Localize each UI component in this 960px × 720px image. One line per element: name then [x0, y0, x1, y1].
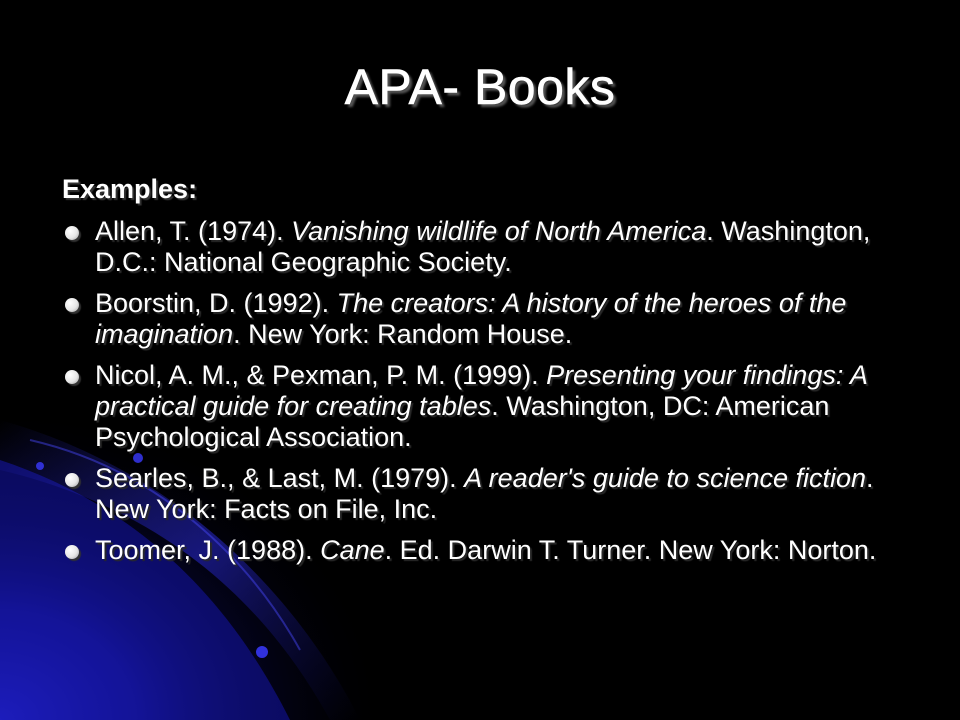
reference-text [95, 288, 846, 349]
round-bullet-icon [65, 370, 79, 384]
reference-plain-segment: . Washington, DC: American Psychological Association. [95, 391, 830, 452]
round-bullet-icon [65, 298, 79, 312]
slide-body [60, 172, 920, 576]
reference-text [95, 216, 870, 277]
reference-plain-segment: . Washington, D.C.: National Geographic Society. [95, 216, 871, 277]
round-bullet-icon [65, 545, 79, 559]
reference-plain-segment: Boorstin, D. (1992). [95, 288, 337, 318]
reference-text [95, 360, 867, 452]
reference-item [60, 216, 920, 278]
round-bullet-icon [65, 226, 79, 240]
reference-title-segment: Presenting your findings: A practical guide for creating tables [95, 360, 867, 421]
round-bullet-icon [65, 473, 79, 487]
reference-item [60, 463, 920, 525]
reference-title-segment: The creators: A history of the heroes of the imagination [95, 288, 847, 349]
reference-plain-segment: Allen, T. (1974). [95, 216, 292, 246]
examples-heading: Examples: [62, 174, 198, 204]
reference-text [95, 463, 874, 524]
reference-plain-segment: . New York: Facts on File, Inc. [95, 463, 874, 524]
reference-item [60, 288, 920, 350]
reference-item [60, 535, 920, 566]
reference-text [95, 535, 876, 565]
slide-title: APA- Books [344, 59, 616, 115]
reference-list [60, 216, 920, 566]
reference-plain-segment: . Ed. Darwin T. Turner. New York: Norton. [384, 535, 877, 565]
reference-plain-segment: Toomer, J. (1988). [95, 535, 321, 565]
reference-title-segment: Vanishing wildlife of North America [291, 216, 707, 246]
reference-title-segment: A reader's guide to science fiction [464, 463, 867, 493]
reference-plain-segment: Nicol, A. M., & Pexman, P. M. (1999). [95, 360, 547, 390]
reference-plain-segment: . New York: Random House. [233, 319, 573, 349]
reference-item [60, 360, 920, 453]
reference-title-segment: Cane [320, 535, 385, 565]
reference-plain-segment: Searles, B., & Last, M. (1979). [95, 463, 465, 493]
